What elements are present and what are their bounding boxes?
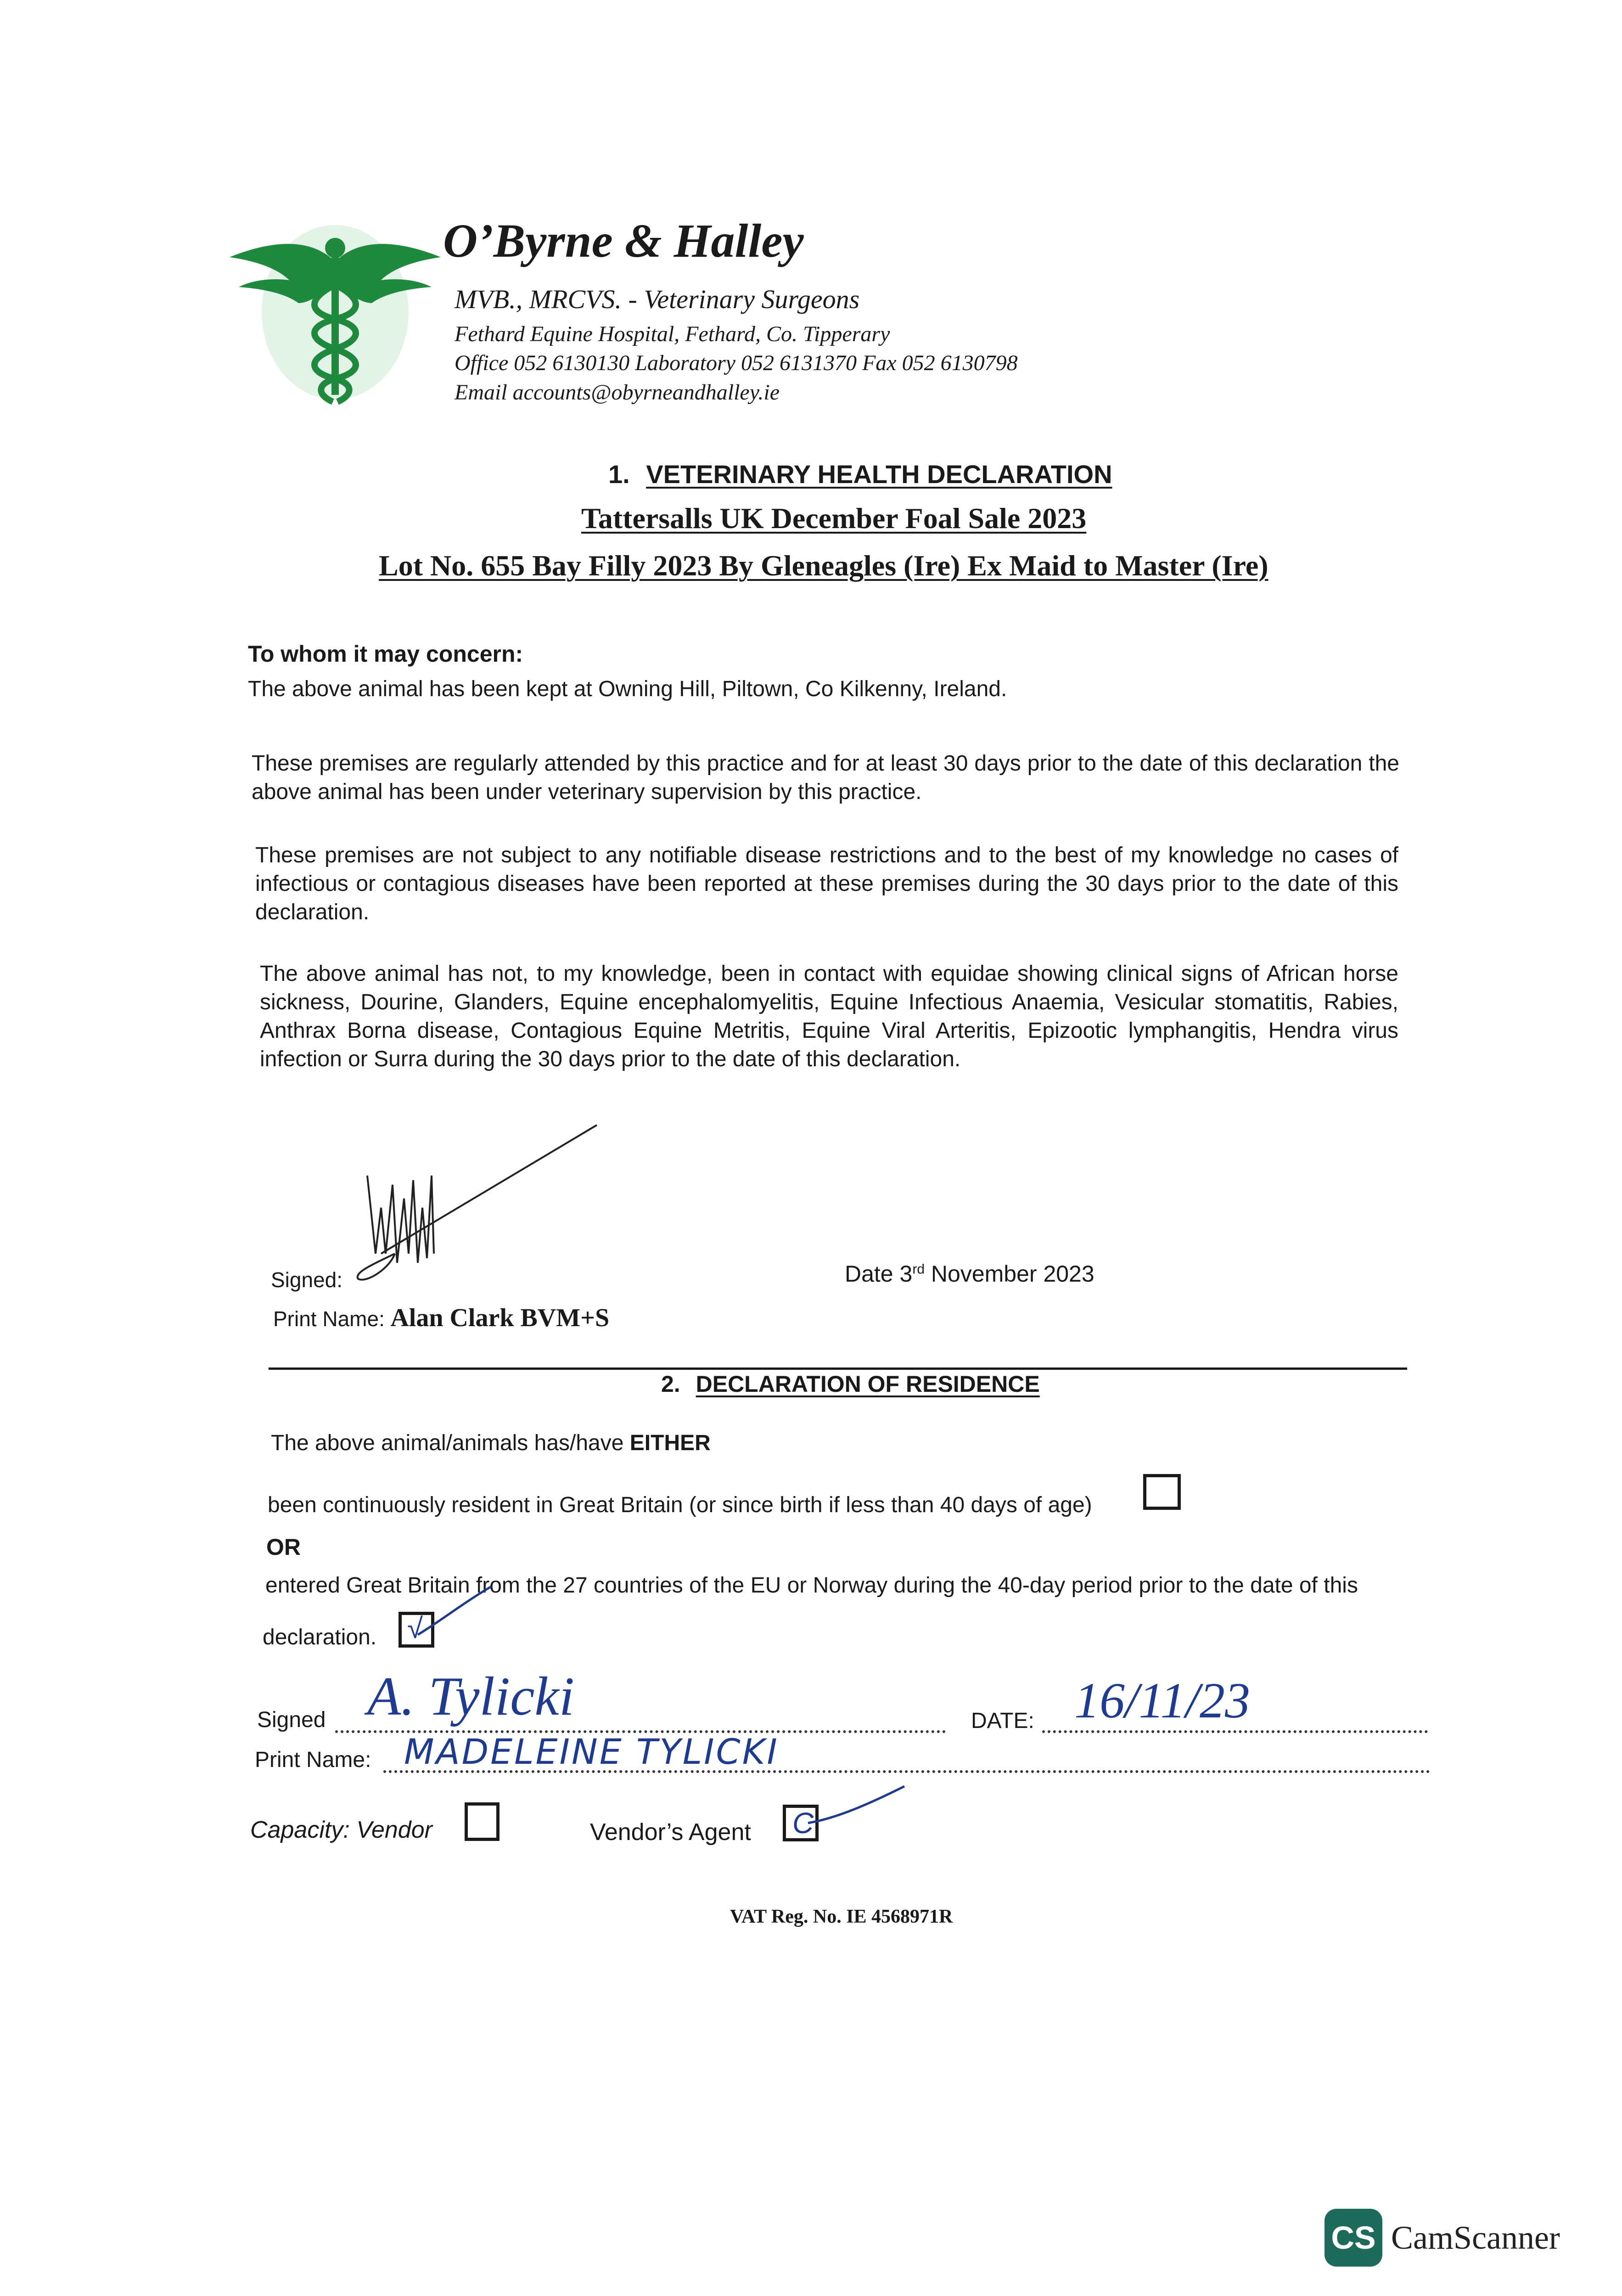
intro-text: The above animal/animals has/have [271,1431,630,1455]
section1-title: VETERINARY HEALTH DECLARATION [646,460,1112,489]
section2-heading [661,1371,1040,1397]
vendors-agent-mark: C [792,1806,814,1840]
paragraph-disease-restrictions: These premises are not subject to any notifiable disease restrictions and to the best of my knowledge no cases of infectious or contagious diseases have been reported at these premises during the 30 days prior to the date of this declaration. [255,843,1398,924]
vendor-checkbox[interactable] [465,1802,500,1841]
firm-name: O’Byrne & Halley [443,214,804,267]
section2-number: 2. [661,1371,680,1397]
print-name-value: Alan Clark BVM+S [390,1304,610,1332]
section1-number: 1. [608,460,630,489]
residence-date-value: 16/11/23 [1074,1672,1250,1728]
vendors-agent-label: Vendor’s Agent [590,1819,751,1846]
declaration-date [845,1261,1094,1287]
date-line [1042,1730,1428,1733]
sale-title: Tattersalls UK December Foal Sale 2023 [581,502,1087,535]
address: Fethard Equine Hospital, Fethard, Co. Tipperary [455,322,890,346]
or-label: OR [266,1534,301,1560]
camscanner-badge: CS [1331,2220,1376,2256]
paragraph-contact: The above animal has not, to my knowledge, been in contact with equidae showing clinical signs of African horse sickness, Dourine, Glanders, Equine encephalomyelitis, Equine Infectious Anaemia, Vesicular stomatitis, Rabies, Anthrax Borna disease, Contagious Equine Metritis, Equine Viral Arteritis, Epizootic lymphangitis, Hendra virus infection or Surra during the 30 days prior to the date of this declaration. [260,962,1398,1071]
section2-title: DECLARATION OF RESIDENCE [696,1371,1040,1397]
salutation: To whom it may concern: [248,641,523,667]
section1-heading [608,459,1112,489]
qualifications: MVB., MRCVS. - Veterinary Surgeons [455,284,860,314]
check-ink-stroke [413,1584,496,1639]
residence-intro [271,1430,711,1456]
paragraph-attendance: These premises are regularly attended by this practice and for at least 30 days prior to the date of this declaration the above animal has been under veterinary supervision by this practice. [252,751,1399,804]
date-prefix: Date 3 [845,1261,913,1287]
camscanner-name: CamScanner [1391,2219,1560,2256]
residence-signed-label: Signed [257,1708,326,1732]
date-suffix: November 2023 [925,1261,1094,1287]
email: Email accounts@obyrneandhalley.ie [455,380,780,405]
residence-signature: A. Tylicki [367,1666,574,1727]
section-divider [269,1367,1407,1370]
camscanner-logo-icon [1325,2209,1382,2267]
vet-signature [340,1116,606,1290]
paragraph-premises: The above animal has been kept at Owning Hill, Piltown, Co Kilkenny, Ireland. [248,677,1007,701]
agent-ink-stroke [799,1782,914,1832]
residence-print-name-value: MADELEINE TYLICKI [404,1731,779,1772]
vat-number: VAT Reg. No. IE 4568971R [730,1906,953,1927]
date-ordinal: rd [912,1261,925,1277]
caduceus-icon [220,220,450,413]
residence-print-name-label: Print Name: [255,1748,371,1772]
vet-print-name [273,1303,609,1333]
residence-date-label: DATE: [971,1709,1034,1733]
lot-title: Lot No. 655 Bay Filly 2023 By Gleneagles (Ire) Ex Maid to Master (Ire) [379,549,1268,582]
option-entered-text-line2: declaration. [263,1625,377,1649]
phones: Office 052 6130130 Laboratory 052 6131370 Fax 052 6130798 [455,351,1018,375]
option-entered-checkmark: √ [407,1613,423,1644]
option-resident-checkbox[interactable] [1143,1474,1181,1510]
option-entered-text-line1: entered Great Britain from the 27 countries of the EU or Norway during the 40-day period prior to the date of this [265,1573,1358,1598]
capacity-vendor-label: Capacity: Vendor [250,1817,432,1843]
option-resident-text: been continuously resident in Great Britain (or since birth if less than 40 days of age) [268,1493,1092,1517]
intro-either: EITHER [629,1431,711,1455]
signed-label: Signed: [271,1268,343,1292]
print-name-label: Print Name: [273,1307,385,1331]
